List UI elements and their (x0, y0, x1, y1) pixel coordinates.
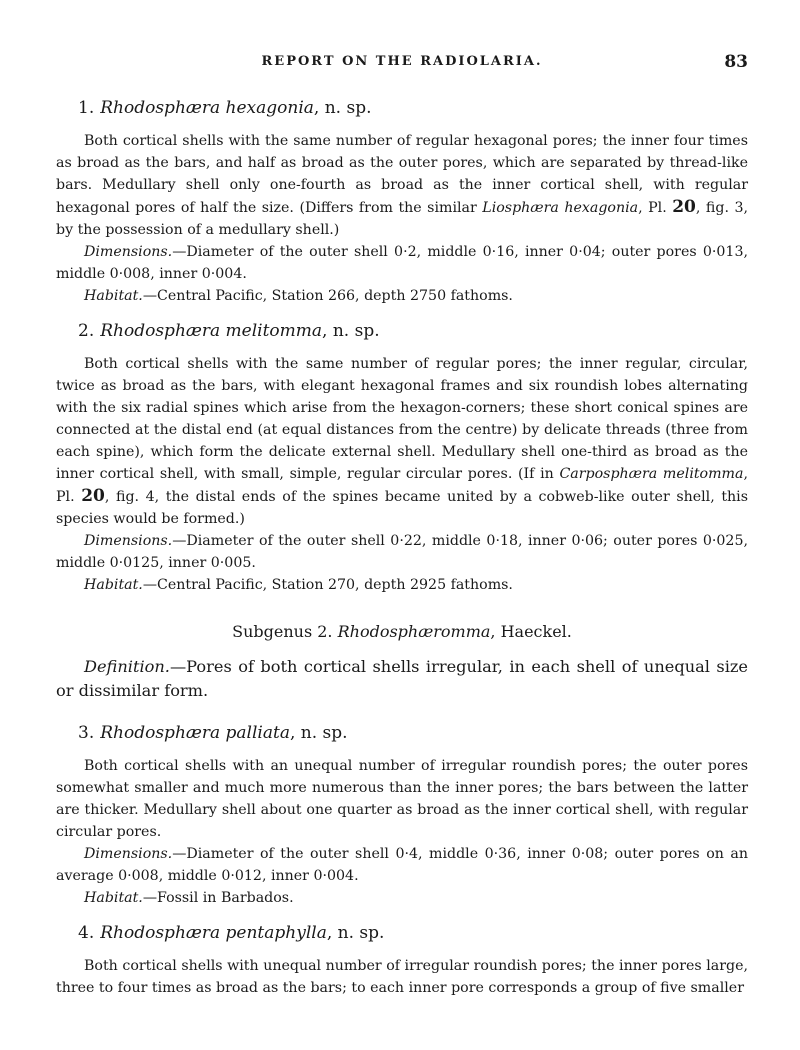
plate-number: 20 (81, 486, 105, 506)
species-number: 3. (78, 723, 95, 743)
species-name: Rhodosphæra pentaphylla (100, 923, 327, 943)
species-heading (78, 321, 748, 341)
species-suffix: , n. sp. (326, 923, 385, 943)
definition-label: Definition. (84, 657, 170, 676)
species-heading (78, 723, 748, 743)
species-description (56, 130, 748, 241)
running-title: REPORT ON THE RADIOLARIA. (261, 54, 543, 69)
species-number: 4. (78, 923, 95, 943)
subgenus-name: Rhodosphæromma (337, 622, 491, 641)
habitat-label: Habitat. (84, 890, 143, 906)
species-name: Rhodosphæra palliata (100, 723, 290, 743)
species-description: Both cortical shells with an unequal number of irregular roundish pores; the outer pores somewhat smaller and much more numerous than the inner pores; the bars between the latter are thicker. Medullary shell about one quarter as broad as the inner cortical shell, with regular circular pores. (56, 758, 748, 840)
dimensions-label: Dimensions. (84, 244, 173, 260)
desc-text: , Pl. (56, 466, 748, 505)
document-page (56, 48, 748, 999)
habitat (56, 887, 748, 909)
desc-italic: Liosphæra hexagonia (482, 200, 639, 216)
habitat (56, 285, 748, 307)
species-number: 2. (78, 321, 95, 341)
desc-text: , fig. 3, by the possession of a medullary shell.) (56, 200, 748, 238)
dimensions (56, 843, 748, 887)
species-number: 1. (78, 98, 95, 118)
definition-text: —Pores of both cortical shells irregular, in each shell of unequal size or dissimilar form. (56, 657, 748, 700)
species-heading (78, 98, 748, 118)
subgenus-heading (56, 622, 748, 641)
page-number: 83 (724, 52, 748, 72)
habitat-label: Habitat. (84, 577, 143, 593)
species-suffix: , n. sp. (313, 98, 372, 118)
species-description: Both cortical shells with unequal number of irregular roundish pores; the inner pores large, three to four times as broad as the bars; to each inner pore corresponds a group of five smaller (56, 958, 748, 996)
desc-text: , Pl. (638, 200, 673, 216)
desc-text: Both cortical shells with the same number of regular pores; the inner regular, circular, twice as broad as the bars, with elegant hexagonal frames and six roundish lobes alternating with the six radial spines which arise from the hexagon-corners; these short conical spines are connected at the distal end (at equal distances from the centre) by delicate threads (three from each spine), which form the delicate external shell. Medullary shell one-third as broad as the inner cortical shell, with small, simple, regular circular pores. (If in (56, 356, 748, 482)
dimensions-label: Dimensions. (84, 846, 173, 862)
species-suffix: , n. sp. (322, 321, 380, 341)
habitat-text: —Central Pacific, Station 266, depth 2750 fathoms. (142, 288, 513, 304)
definition (56, 655, 748, 703)
habitat-label: Habitat. (84, 288, 143, 304)
dimensions-text: —Diameter of the outer shell 0·22, middle 0·18, inner 0·06; outer pores 0·025, middle 0·0125, inner 0·005. (56, 533, 748, 571)
species-suffix: , n. sp. (289, 723, 348, 743)
desc-text: , fig. 4, the distal ends of the spines became united by a cobweb-like outer shell, this species would be formed.) (56, 489, 748, 527)
species-name: Rhodosphæra hexagonia (100, 98, 314, 118)
desc-text: Both cortical shells with the same number of regular hexagonal pores; the inner four times as broad as the bars, and half as broad as the outer pores, which are separated by thread-like bars. Medullary shell only one-fourth as broad as the inner cortical shell, with regular hexagonal pores of half the size. (Differs from the similar (56, 133, 748, 216)
dimensions-text: —Diameter of the outer shell 0·4, middle 0·36, inner 0·08; outer pores on an average 0·008, middle 0·012, inner 0·004. (56, 846, 748, 884)
species-description (56, 353, 748, 530)
habitat (56, 574, 748, 596)
habitat-text: —Fossil in Barbados. (142, 890, 294, 906)
habitat-text: —Central Pacific, Station 270, depth 2925 fathoms. (142, 577, 513, 593)
subgenus-author: , Haeckel. (490, 622, 572, 641)
dimensions (56, 241, 748, 285)
page-header (56, 48, 748, 84)
dimensions-text: —Diameter of the outer shell 0·2, middle 0·16, inner 0·04; outer pores 0·013, middle 0·008, inner 0·004. (56, 244, 748, 282)
dimensions-label: Dimensions. (84, 533, 173, 549)
species-name: Rhodosphæra melitomma (100, 321, 323, 341)
species-heading (78, 923, 748, 943)
subgenus-prefix: Subgenus 2. (232, 622, 338, 641)
desc-italic: Carposphæra melitomma (559, 466, 744, 482)
dimensions (56, 530, 748, 574)
plate-number: 20 (672, 197, 696, 217)
